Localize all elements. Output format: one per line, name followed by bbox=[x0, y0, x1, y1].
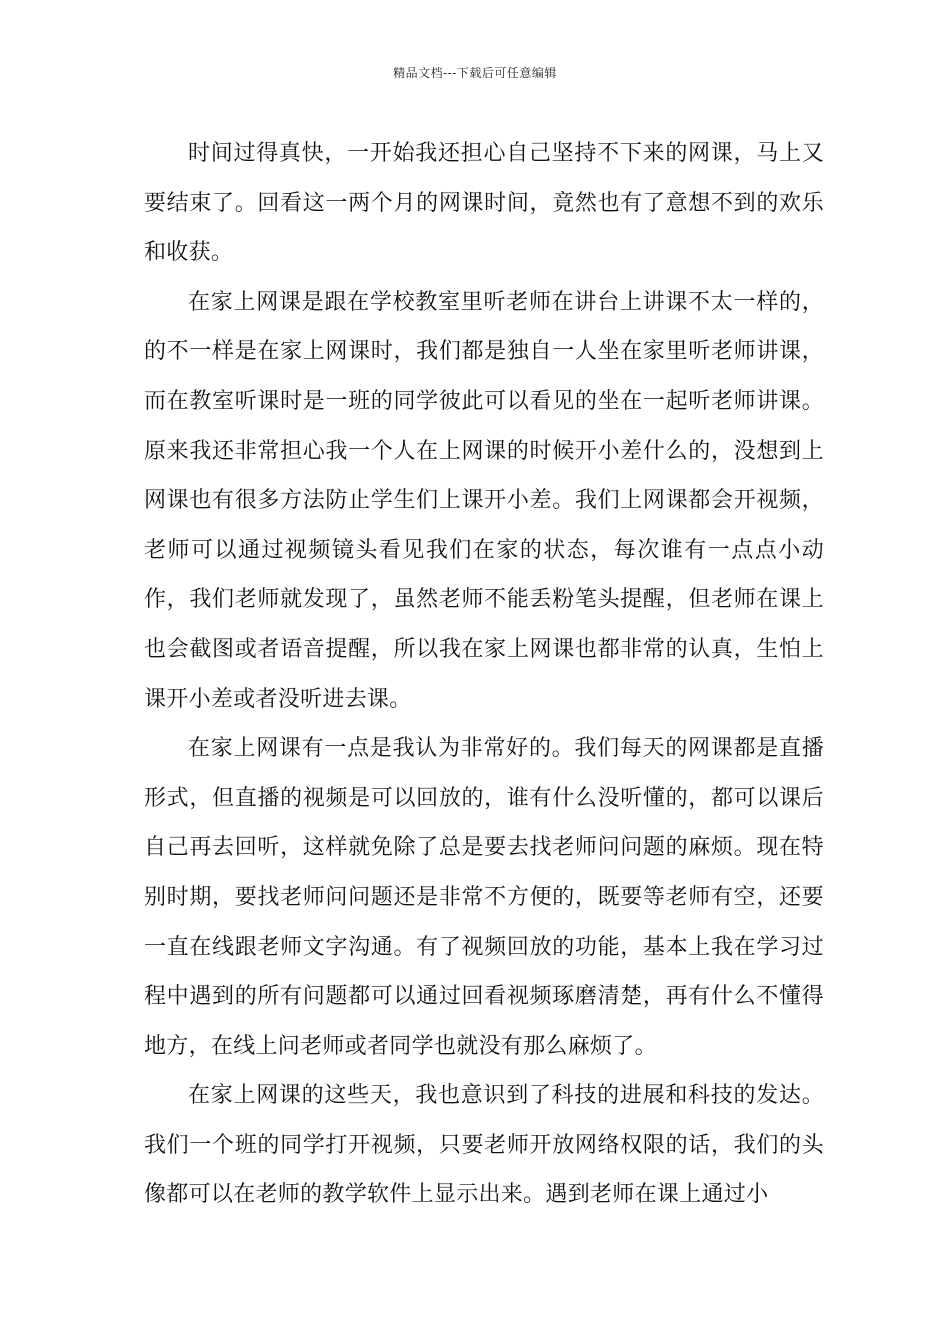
paragraph-2: 在家上网课是跟在学校教室里听老师在讲台上讲课不太一样的，的不一样是在家上网课时，我们都是独自一人坐在家里听老师讲课，而在教室听课时是一班的同学彼此可以看见的坐在一起听老师讲课。原来我还非常担心我一个人在上网课的时候开小差什么的，没想到上网课也有很多方法防止学生们上课开小差。我们上网课都会开视频，老师可以通过视频镜头看见我们在家的状态，每次谁有一点点小动作，我们老师就发现了，虽然老师不能丢粉笔头提醒，但老师在课上也会截图或者语音提醒，所以我在家上网课也都非常的认真，生怕上课开小差或者没听进去课。 bbox=[144, 289, 824, 712]
document-body bbox=[144, 129, 824, 1220]
paragraph-1: 时间过得真快，一开始我还担心自己坚持不下来的网课，马上又要结束了。回看这一两个月的网课时间，竟然也有了意想不到的欢乐和收获。 bbox=[144, 141, 824, 266]
paragraph-3: 在家上网课有一点是我认为非常好的。我们每天的网课都是直播形式，但直播的视频是可以回放的，谁有什么没听懂的，都可以课后自己再去回听，这样就免除了总是要去找老师问问题的麻烦。现在特别时期，要找老师问问题还是非常不方便的，既要等老师有空，还要一直在线跟老师文字沟通。有了视频回放的功能，基本上我在学习过程中遇到的所有问题都可以通过回看视频琢磨清楚，再有什么不懂得地方，在线上问老师或者同学也就没有那么麻烦了。 bbox=[144, 736, 824, 1059]
paragraph-4: 在家上网课的这些天，我也意识到了科技的进展和科技的发达。我们一个班的同学打开视频，只要老师开放网络权限的话，我们的头像都可以在老师的教学软件上显示出来。遇到老师在课上通过小 bbox=[144, 1083, 824, 1208]
page-header: 精品文档---下载后可任意编辑 bbox=[393, 66, 557, 80]
